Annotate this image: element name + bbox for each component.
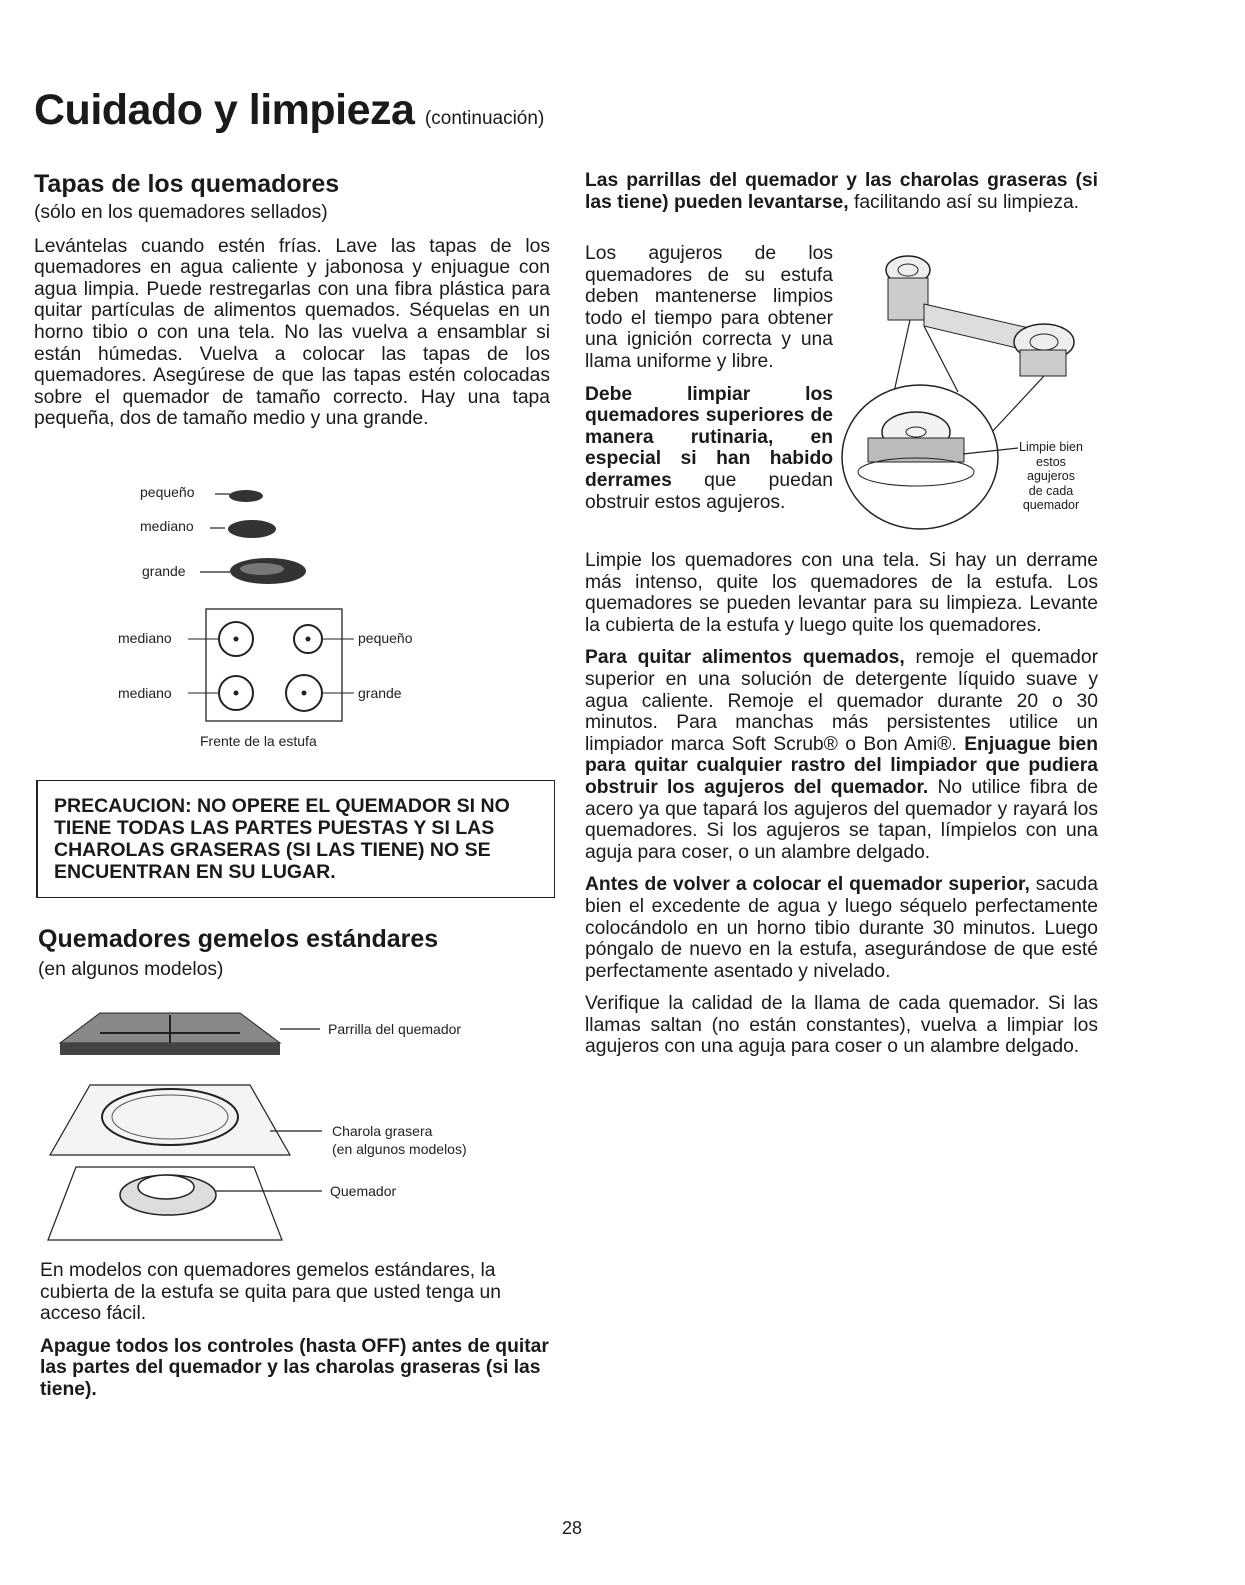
figure-label-line: de cada: [1028, 483, 1074, 498]
tapas-paragraph: Levántelas cuando estén frías. Lave las tapas de los quemadores en agua caliente y jabonosa y enjuague con agua limpia. Puede restregarlas con una fibra plástica para quitar partículas de alimentos quemados. Séquelas en un horno tibio o con una tela. No las vuelva a ensamblar si están húmedas. Vuelva a colocar las tapas de los quemadores. Asegúrese de que las tapas estén colocadas sobre el quemador de tamaño correcto. Hay una tapa pequeña, dos de tamaño medio y una grande.: [34, 235, 550, 430]
tapas-section: [34, 170, 550, 430]
tapas-heading: Tapas de los quemadores: [34, 170, 340, 198]
figure-label-line: estos: [1036, 454, 1066, 469]
must-clean-bold: Debe limpiar los quemadores superiores de manera rutinaria, en especial si han habido derrames: [585, 383, 833, 491]
burnt-paragraph: [585, 647, 1098, 863]
figure-label-line: agujeros: [1027, 469, 1075, 483]
twin-burner-figure: [40, 1005, 540, 1250]
clean-cloth-paragraph: Limpie los quemadores con una tela. Si hay un derrame más intenso, quite los quemadores de la estufa. Los quemadores se pueden levantar para su limpieza. Levante la cubierta de la estufa y luego quite los quemadores.: [585, 550, 1098, 636]
right-main-text: [585, 550, 1098, 1069]
holes-paragraph: Los agujeros de los quemadores de su estufa deben mantenerse limpios todo el tiempo para obtener una ignición correcta y una llama uniforme y libre.: [585, 243, 833, 372]
gemelos-text: [40, 1260, 556, 1412]
label-drip-pan: Charola grasera: [332, 1123, 433, 1139]
rinse-rest: No utilice fibra de acero ya que tapará los agujeros del quemador y rayará los quemadores. Si los agujeros se tapan, límpielos con una aguja para coser, o un alambre delgado.: [585, 776, 1098, 863]
page-number: 28: [562, 1518, 583, 1538]
before-bold: Antes de volver a colocar el quemador superior,: [585, 874, 1030, 896]
right-intro: [585, 170, 1098, 213]
right-holes-block: [585, 243, 833, 513]
label-burner: Quemador: [330, 1183, 397, 1199]
cap-medium-label: mediano: [140, 518, 194, 534]
title-main: Cuidado y limpieza: [34, 86, 415, 134]
label-drip-pan-note: (en algunos modelos): [332, 1141, 467, 1157]
burner-holes-figure: [838, 242, 1100, 542]
gemelos-paragraph: En modelos con quemadores gemelos estándares, la cubierta de la estufa se quita para que usted tenga un acceso fácil.: [40, 1260, 501, 1325]
title-subtitle: (continuación): [424, 108, 545, 129]
figure-label: [1006, 440, 1096, 513]
layout-top-right-label: pequeño: [358, 630, 413, 646]
warning-box: PRECAUCION: NO OPERE EL QUEMADOR SI NO TIENE TODAS LAS PARTES PUESTAS Y SI LAS CHAROLAS GRASERAS (SI LAS TIENE) NO SE ENCUENTRAN EN SU LUGAR.: [36, 780, 555, 898]
twin-burner-illustration: [40, 1005, 540, 1250]
verify-paragraph: Verifique la calidad de la llama de cada quemador. Si las llamas saltan (no están constantes), vuelva a limpiar los agujeros con una aguja para coser o un alambre delgado.: [585, 993, 1098, 1058]
intro-rest: facilitando así su limpieza.: [848, 191, 1080, 213]
figure-label-line: Limpie bien: [1019, 440, 1083, 454]
gemelos-heading: Quemadores gemelos estándares: [38, 925, 439, 953]
page-title: [34, 86, 544, 135]
figure-label-line: quemador: [1022, 498, 1080, 512]
gemelos-bold-paragraph: Apague todos los controles (hasta OFF) antes de quitar las partes del quemador y las charolas graseras (si las tiene).: [40, 1335, 549, 1400]
burnt-bold: Para quitar alimentos quemados,: [585, 647, 905, 669]
layout-bottom-right-label: grande: [358, 685, 402, 701]
layout-top-left-label: mediano: [118, 630, 172, 646]
layout-caption: Frente de la estufa: [200, 733, 317, 749]
gemelos-subheading: (en algunos modelos): [38, 959, 224, 980]
burnt-rest: remoje el quemador superior en una solución de detergente líquido suave y agua caliente. Remoje el quemador durante 20 o 30 minutos. Para manchas más persistentes utilice un limpiador marca Soft Scrub® o Bon Ami®.: [585, 647, 1098, 755]
rinse-bold: Enjuague bien para quitar cualquier rastro del limpiador que pudiera obstruir los agujeros del quemador.: [585, 733, 1099, 798]
caps-illustration: [140, 480, 380, 590]
gemelos-section: [38, 925, 554, 981]
tapas-subheading: (sólo en los quemadores sellados): [34, 202, 328, 223]
caps-size-figure: [140, 480, 380, 590]
intro-bold: Las parrillas del quemador y las charolas graseras (si las tiene) pueden levantarse,: [585, 170, 1098, 213]
layout-bottom-left-label: mediano: [118, 685, 172, 701]
must-clean-rest: que puedan obstruir estos agujeros.: [585, 469, 833, 513]
cap-large-label: grande: [142, 563, 186, 579]
before-paragraph: [585, 874, 1098, 982]
cooktop-diagram: [118, 605, 438, 725]
before-rest: sacuda bien el excedente de agua y luego séquelo perfectamente colocándolo en un horno tibio durante 30 minutos. Luego póngalo de nuevo en la estufa, asegurándose de que esté perfectamente asentado y nivelado.: [585, 874, 1098, 982]
cap-small-label: pequeño: [140, 484, 195, 500]
label-grate: Parrilla del quemador: [328, 1021, 462, 1037]
cooktop-layout-figure: [118, 605, 438, 755]
